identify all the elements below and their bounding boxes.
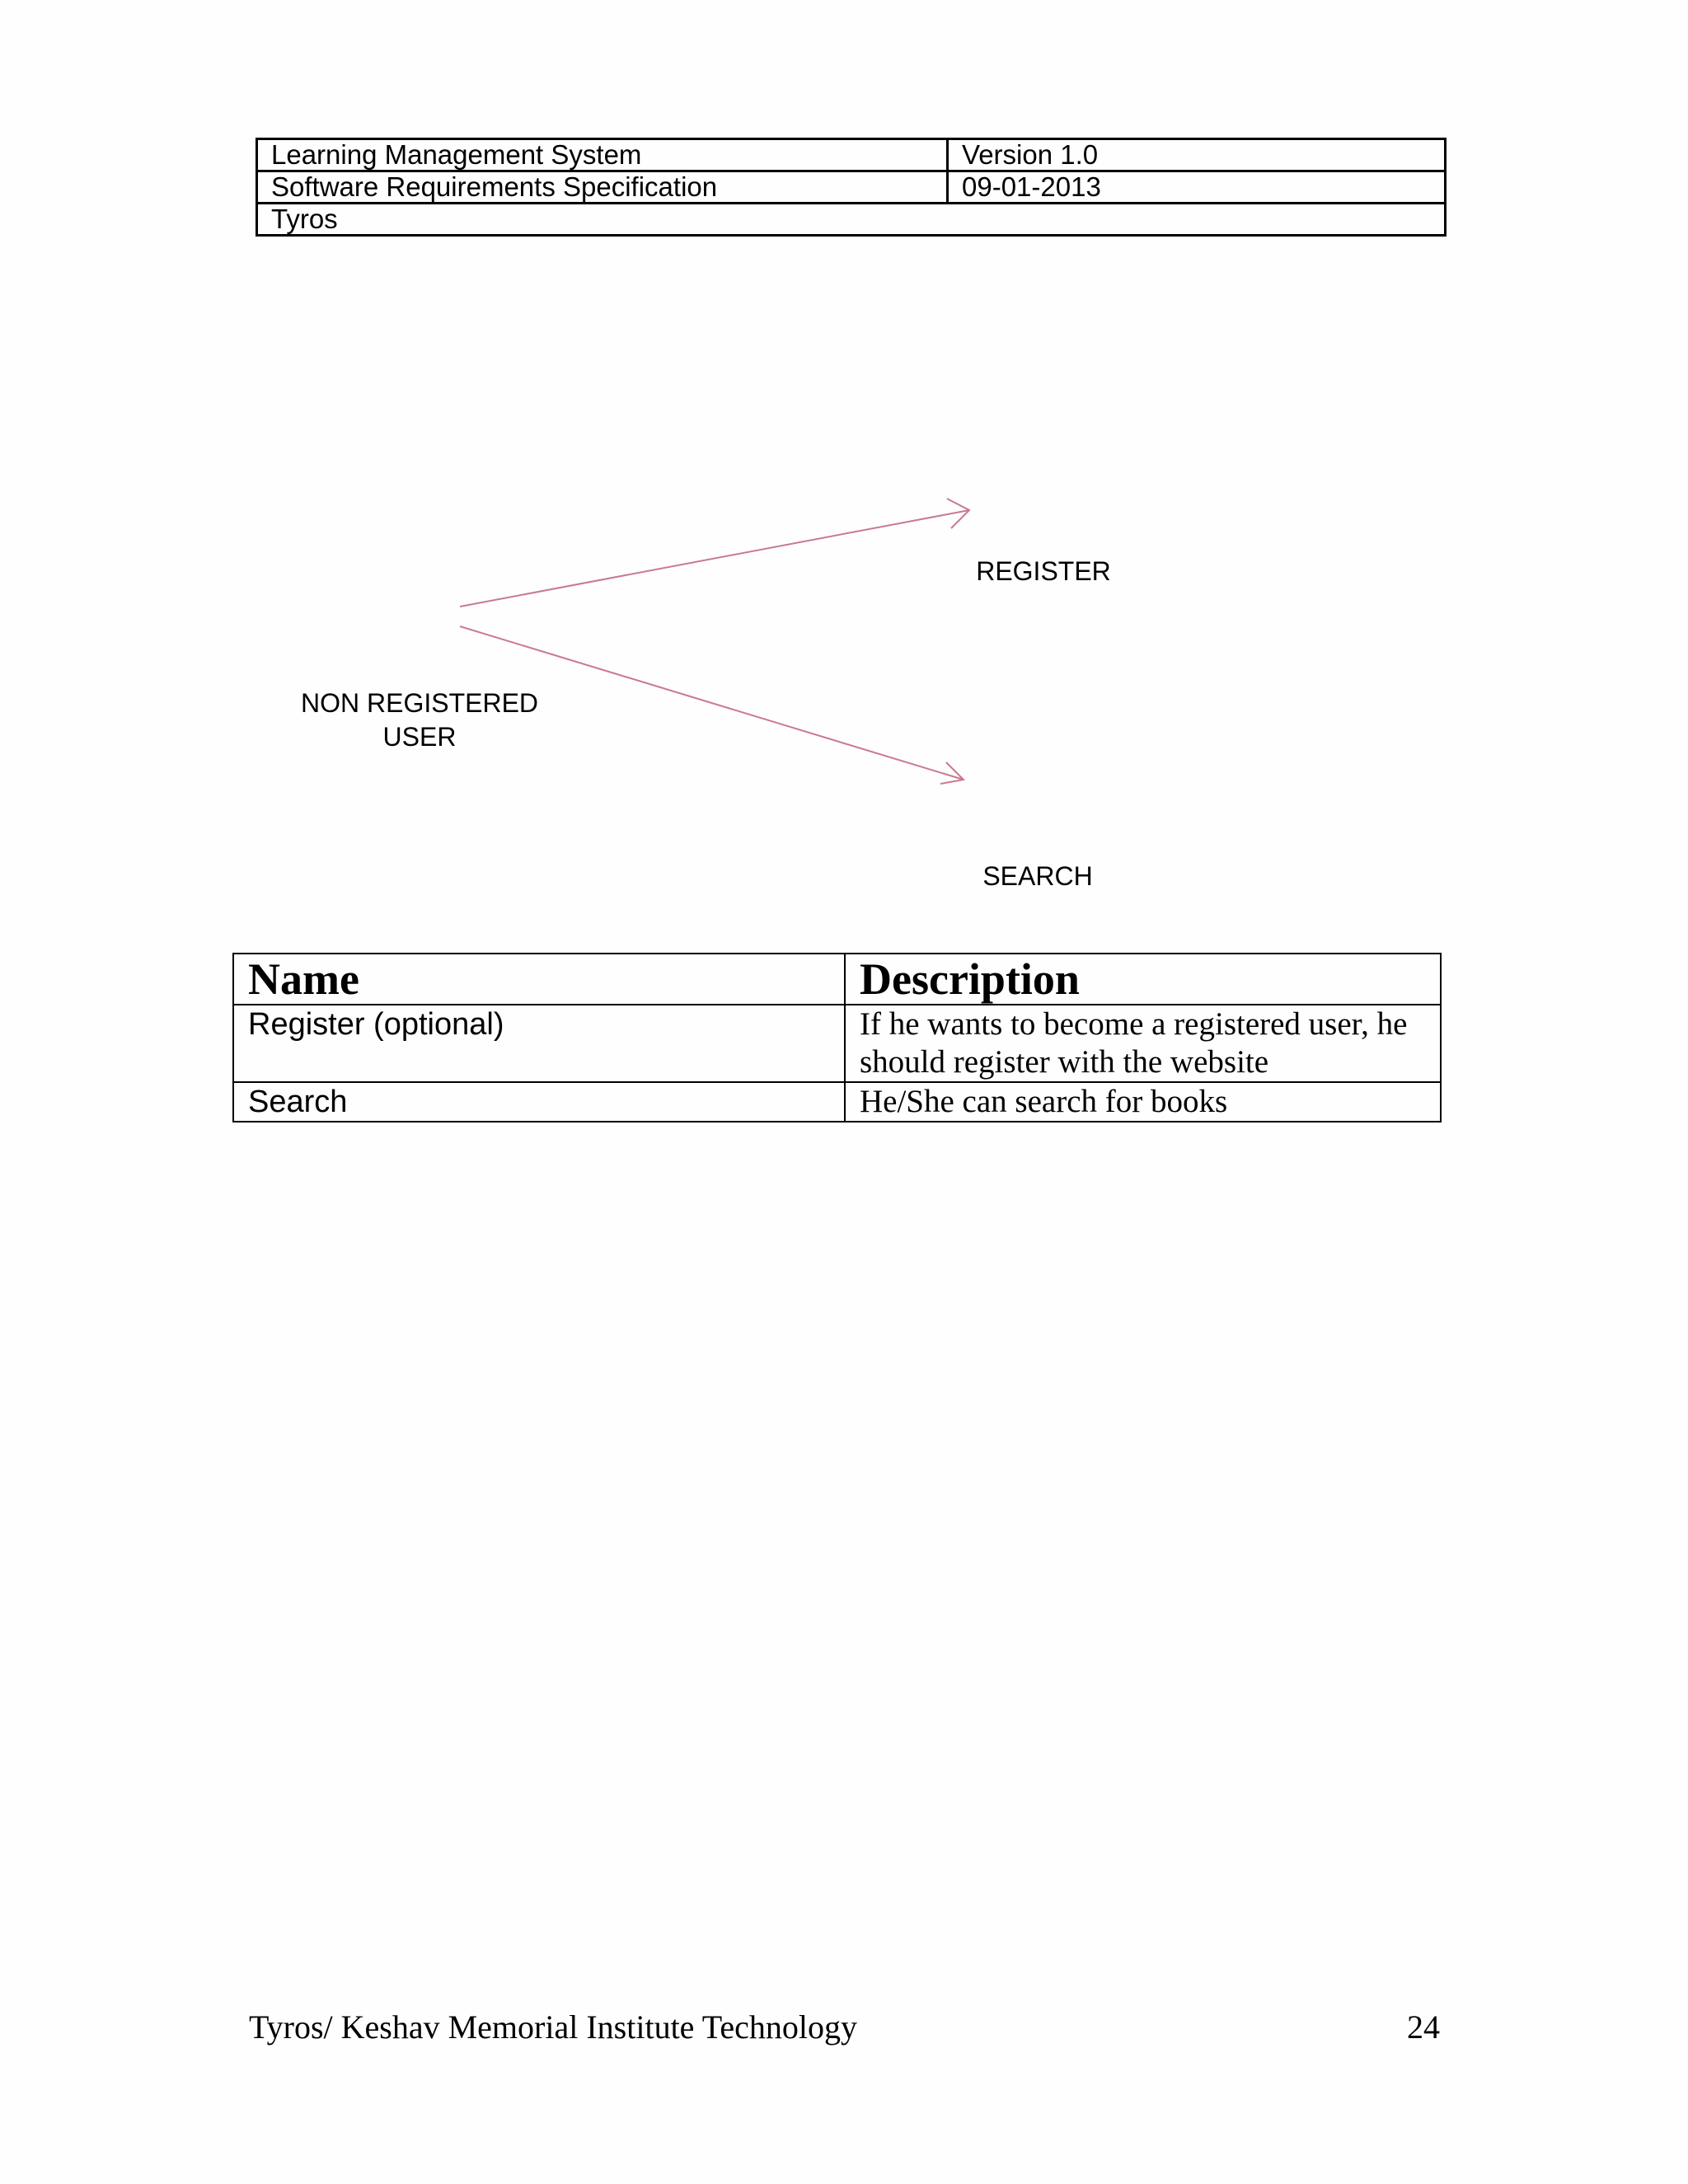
column-header-name: Name	[233, 954, 845, 1005]
team-name: Tyros	[257, 204, 1446, 236]
table-row	[233, 1005, 1441, 1082]
actor-label-line: NON REGISTERED	[300, 688, 539, 718]
column-header-description: Description	[845, 954, 1441, 1005]
table-header-row	[233, 954, 1441, 1005]
version: Version 1.0	[948, 139, 1446, 171]
actor-label-line: USER	[382, 722, 457, 752]
document-date: 09-01-2013	[948, 171, 1446, 204]
description-cell: If he wants to become a registered user, he should register with the website	[845, 1005, 1441, 1082]
description-cell: He/She can search for books	[845, 1082, 1441, 1122]
name-cell: Register (optional)	[233, 1005, 845, 1082]
footer-text: Tyros/ Keshav Memorial Institute Technology	[249, 2008, 857, 2046]
table-row	[233, 1082, 1441, 1122]
document-type: Software Requirements Specification	[257, 171, 948, 204]
use-case-description-table	[232, 953, 1442, 1122]
arrow-to-register	[460, 499, 969, 607]
system-name: Learning Management System	[257, 139, 948, 171]
actor-label	[269, 687, 570, 754]
page-number: 24	[1407, 2008, 1440, 2046]
use-case-register: REGISTER	[976, 556, 1111, 586]
name-cell: Search	[233, 1082, 845, 1122]
use-case-search: SEARCH	[982, 861, 1093, 891]
